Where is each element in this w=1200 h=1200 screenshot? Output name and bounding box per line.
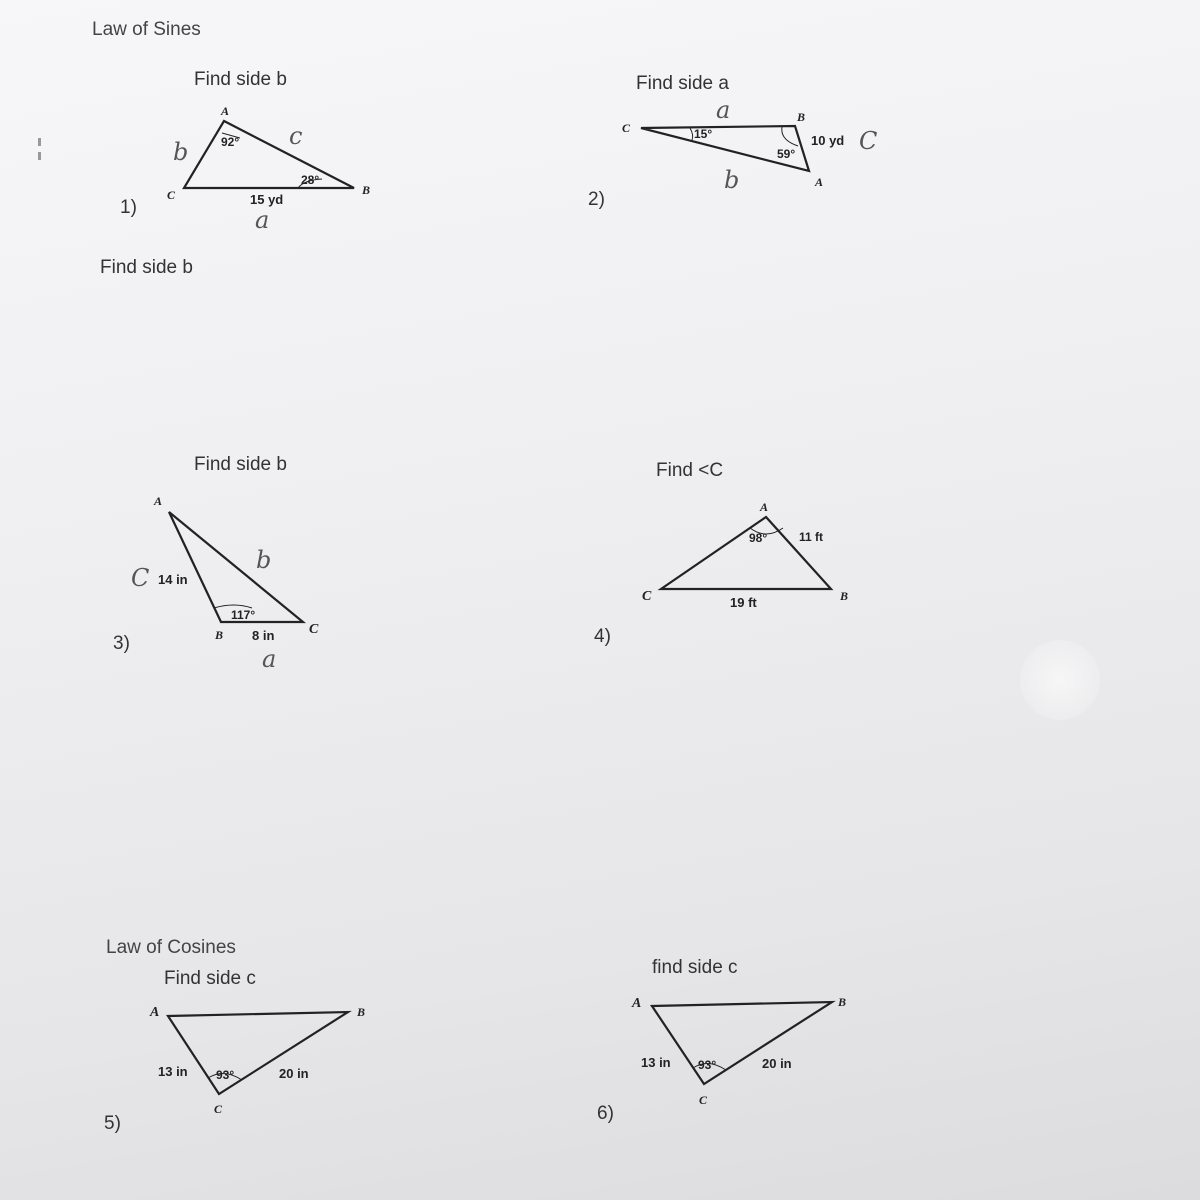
angle-C: 93° [216,1068,235,1082]
side-a-length: 8 in [252,628,275,643]
handwritten-c: C [859,127,878,155]
vertex-A: A [632,996,642,1011]
angle-A: 92° [221,135,240,149]
problem-3-number: 3) [113,633,130,654]
handwritten-b: b [173,138,189,166]
problem-3-task: Find side b [194,454,287,475]
problem-2-number: 2) [588,189,605,210]
handwritten-b: b [724,166,740,194]
handwritten-a: a [716,96,731,124]
angle-B: 28° [301,173,320,187]
vertex-C: C [214,1102,223,1116]
problem-5-number: 5) [104,1113,121,1134]
vertex-A: A [154,494,163,508]
side-b-length: 13 in [641,1055,671,1070]
vertex-C: C [167,188,176,202]
handwritten-c: c [289,122,303,150]
side-a-length: 20 in [762,1056,792,1071]
handwritten-c: C [131,564,150,592]
angle-B: 59° [777,147,796,161]
vertex-B: B [797,110,806,124]
vertex-B: B [838,995,847,1009]
problem-4-task: Find <C [656,460,724,481]
side-a-length: 20 in [279,1066,309,1081]
vertex-C: C [699,1093,708,1107]
vertex-C: C [309,622,319,637]
problem-1-task: Find side b [194,69,287,90]
angle-B: 117° [231,608,256,622]
side-a-length: 15 yd [250,192,284,207]
handwritten-a: a [262,645,277,673]
angle-C: 15° [694,127,713,141]
problem-4-number: 4) [594,626,611,647]
extra-task-label: Find side b [100,257,193,278]
side-c-length: 11 ft [799,530,824,544]
handwritten-a: a [255,206,270,234]
vertex-A: A [221,104,230,118]
handwritten-b: b [256,546,272,574]
angle-A: 98° [749,531,768,545]
vertex-B: B [362,183,371,197]
vertex-A: A [815,175,824,189]
vertex-B: B [357,1005,366,1019]
problem-6-number: 6) [597,1103,614,1124]
vertex-C: C [642,589,652,604]
vertex-B: B [840,589,849,603]
vertex-C: C [622,121,631,135]
side-b-length: 19 ft [730,595,757,610]
section-title-law-of-sines: Law of Sines [92,19,201,40]
section-title-law-of-cosines: Law of Cosines [106,937,236,958]
problem-5-task: Find side c [164,968,256,989]
vertex-B: B [215,628,224,642]
vertex-A: A [760,500,769,514]
problem-1-number: 1) [120,197,137,218]
vertex-A: A [150,1005,160,1020]
angle-C: 93° [698,1058,717,1072]
side-c-length: 10 yd [811,133,845,148]
problem-2-task: Find side a [636,73,729,94]
problem-6-task: find side c [652,957,738,978]
side-b-length: 13 in [158,1064,188,1079]
side-c-length: 14 in [158,572,188,587]
